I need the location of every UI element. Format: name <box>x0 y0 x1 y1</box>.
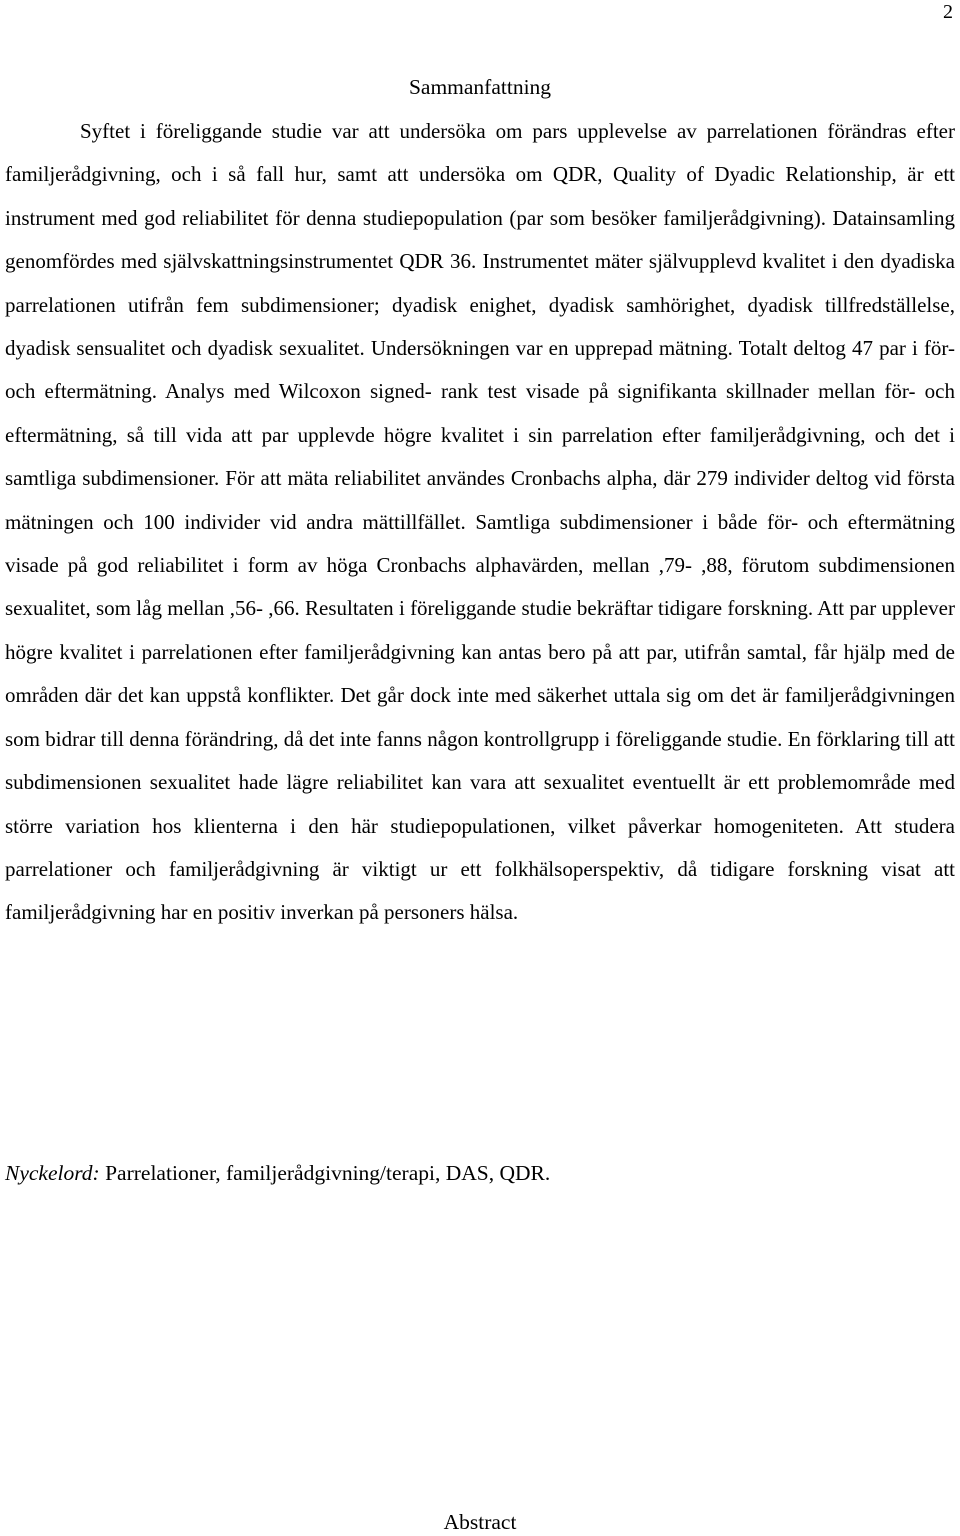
summary-heading: Sammanfattning <box>408 75 552 99</box>
keywords-label: Nyckelord: <box>5 1161 100 1185</box>
keywords-text: Parrelationer, familjerådgivning/terapi, DAS, QDR. <box>99 1161 551 1185</box>
summary-body: Syftet i föreliggande studie var att undersöka om pars upplevelse av parrelationen förändras efter familjerådgivning, och i så fall hur, samt att undersöka om QDR, Quality of Dyadic Relationship, är ett instrument med god reliabilitet för denna studiepopulation (par som besöker familjerådgivning). Datainsamling genomfördes med självskattningsinstrumentet QDR 36. Instrumentet mäter självupplevd kvalitet i den dyadiska parrelationen utifrån fem subdimensioner; dyadisk enighet, dyadisk samhörighet, dyadisk tillfredställelse, dyadisk sensualitet och dyadisk sexualitet. Undersökningen var en upprepad mätning. Totalt deltog 47 par i för- och eftermätning. Analys med Wilcoxon signed- rank test visade på signifikanta skillnader mellan för- och eftermätning, så till vida att par upplevde högre kvalitet i sin parrelation efter familjerådgivning, och det i samtliga subdimensioner. För att mäta reliabilitet användes Cronbachs alpha, där 279 individer deltog vid första mätningen och 100 individer vid andra mättillfället. Samtliga subdimensioner i både för- och eftermätning visade på god reliabilitet i form av höga Cronbachs alphavärden, mellan ,79- ,88, förutom subdimensionen sexualitet, som låg mellan ,56- ,66. Resultaten i föreliggande studie bekräftar tidigare forskning. Att par upplever högre kvalitet i parrelationen efter familjerådgivning kan antas bero på att par, utifrån samtal, får hjälp med de områden där det kan uppstå konflikter. Det går dock inte med säkerhet uttala sig om det är familjerådgivningen som bidrar till denna förändring, då det inte fanns någon kontrollgrupp i föreliggande studie. En förklaring till att subdimensionen sexualitet hade lägre reliabilitet kan vara att sexualitet eventuellt är ett problemområde med större variation hos klienterna i den här studiepopulationen, vilket påverkar homogeniteten. Att studera parrelationer och familjerådgivning är viktigt ur ett folkhälsoperspektiv, då tidigare forskning visat att familjerådgivning har en positiv inverkan på personers hälsa. <box>5 119 956 925</box>
keywords-line <box>5 1158 955 1188</box>
abstract-heading: Abstract <box>443 1510 517 1534</box>
page-number: 2 <box>943 1 953 23</box>
